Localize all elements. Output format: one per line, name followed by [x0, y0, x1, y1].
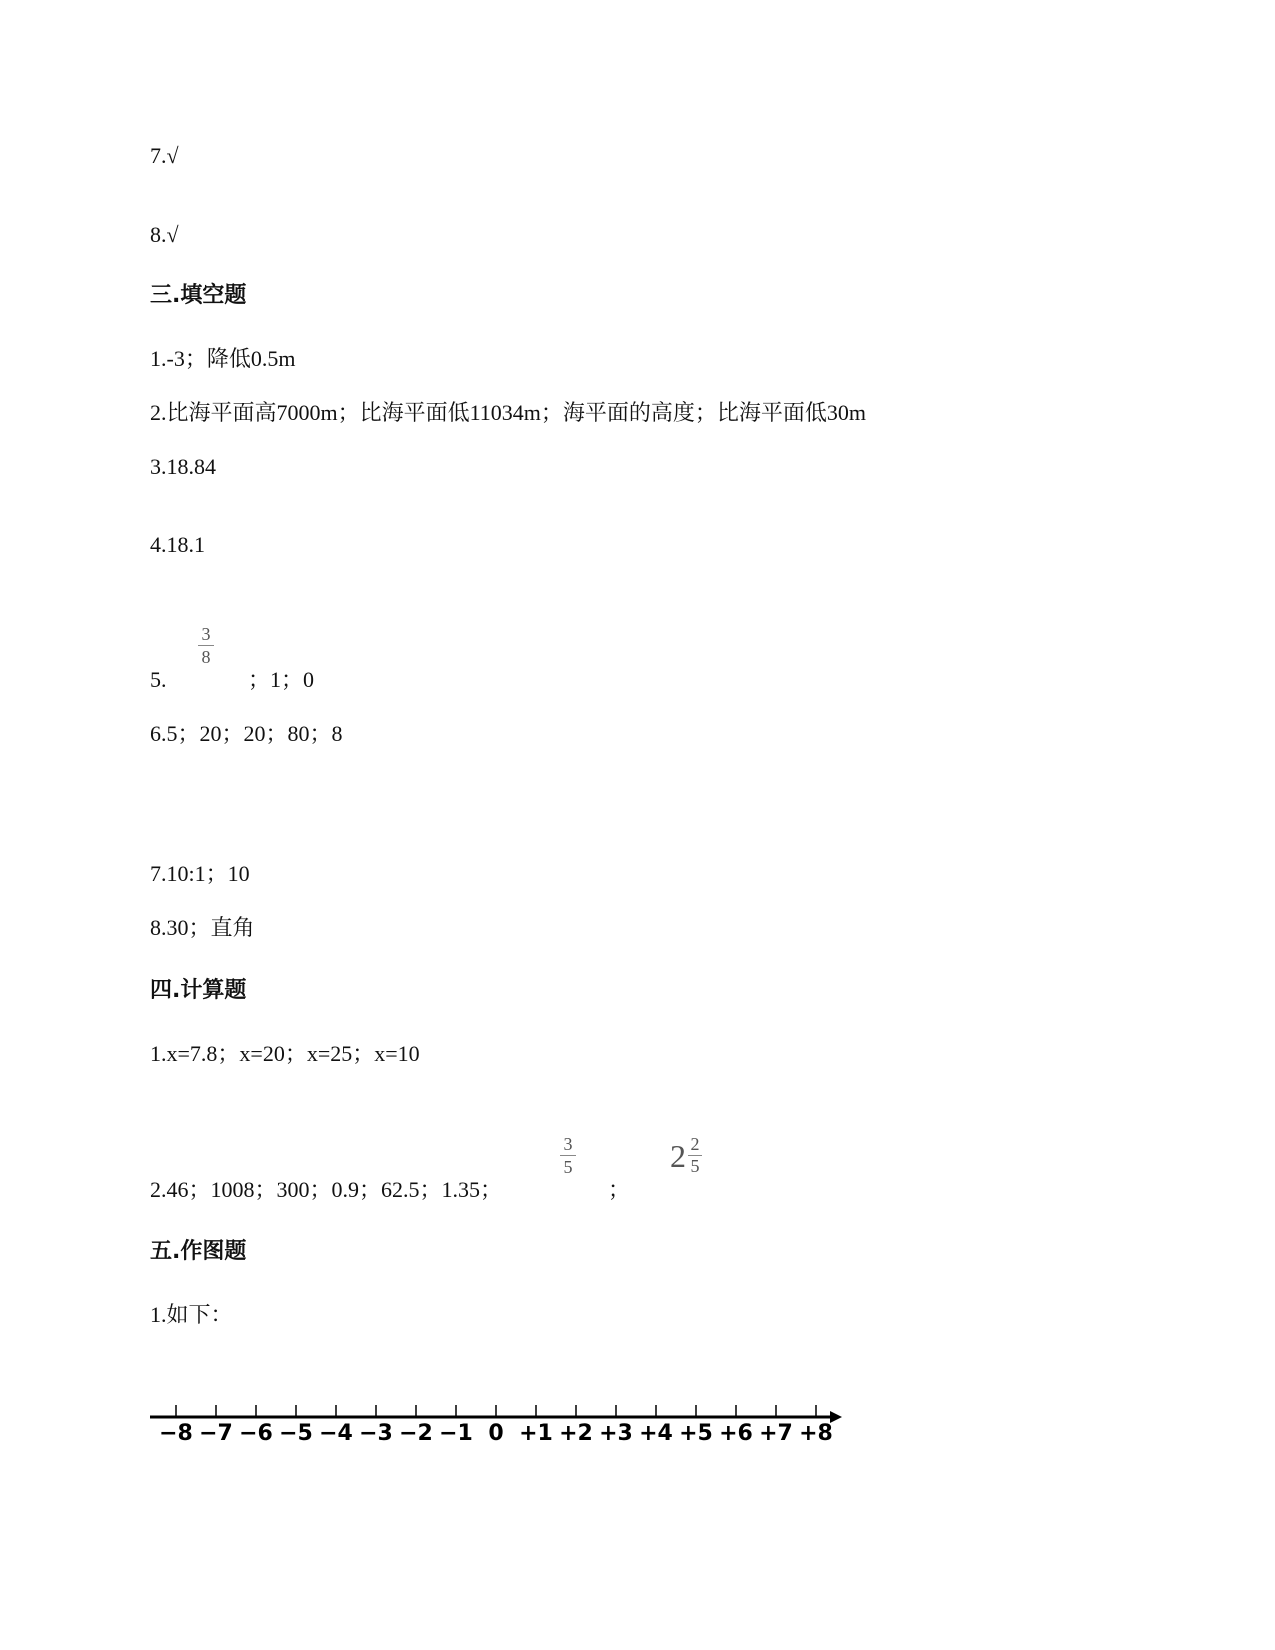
- number-line-label: −6: [239, 1421, 273, 1445]
- mixed-number: [670, 1135, 702, 1176]
- number-line-label: 0: [488, 1421, 504, 1445]
- number-line-label: +2: [559, 1421, 593, 1445]
- fill-item-1: 1.-3；降低0.5m: [150, 346, 296, 371]
- fill-item-4: 4.18.1: [150, 532, 205, 557]
- number-line-label: +1: [519, 1421, 553, 1445]
- calc-item-1: 1.x=7.8；x=20；x=25；x=10: [150, 1041, 420, 1066]
- fraction-three-fifths: [560, 1134, 576, 1177]
- section-3-heading: 三.填空题: [150, 283, 247, 308]
- number-line-label: +8: [799, 1421, 833, 1445]
- fraction-bar: [560, 1155, 576, 1156]
- fill-item-6: 6.5；20；20；80；8: [150, 721, 343, 746]
- number-line: [150, 1405, 850, 1445]
- mixed-denominator: 5: [690, 1156, 700, 1176]
- section-5-heading: 五.作图题: [150, 1239, 247, 1264]
- mixed-whole: 2: [670, 1137, 686, 1174]
- mixed-numerator: 2: [690, 1134, 700, 1154]
- calc-item-2: 2.46；1008；300；0.9；62.5；1.35；: [150, 1177, 503, 1202]
- fraction-bar: [198, 645, 214, 646]
- number-line-label: +6: [719, 1421, 753, 1445]
- number-line-label: −8: [159, 1421, 193, 1445]
- fill-item-7: 7.10:1；10: [150, 861, 250, 886]
- mixed-fraction: [688, 1135, 702, 1176]
- number-line-label: +3: [599, 1421, 633, 1445]
- fraction-numerator: 3: [563, 1134, 573, 1154]
- number-line-label: +5: [679, 1421, 713, 1445]
- number-line-label: −2: [399, 1421, 433, 1445]
- number-line-label: −4: [319, 1421, 353, 1445]
- fill-item-2: 2.比海平面高7000m；比海平面低11034m；海平面的高度；比海平面低30m: [150, 400, 867, 425]
- fill-item-3: 3.18.84: [150, 454, 216, 479]
- section-4-heading: 四.计算题: [150, 978, 247, 1003]
- draw-item-1: 1.如下：: [150, 1302, 233, 1327]
- fill-item-5-prefix: 5.: [150, 667, 167, 692]
- number-line-label: +7: [759, 1421, 793, 1445]
- calc-item-2-separator: ；: [608, 1177, 631, 1202]
- fraction-numerator: 3: [201, 624, 211, 644]
- number-line-label: −3: [359, 1421, 393, 1445]
- fraction-three-eighths: [198, 624, 214, 667]
- tf-item-7: 7.√: [150, 143, 179, 168]
- fill-item-8: 8.30；直角: [150, 915, 255, 940]
- tf-item-8: 8.√: [150, 222, 179, 247]
- number-line-label: −1: [439, 1421, 473, 1445]
- number-line-label: −5: [279, 1421, 313, 1445]
- fill-item-5-suffix: ；1；0: [248, 667, 315, 692]
- fraction-denominator: 8: [201, 647, 211, 667]
- fraction-denominator: 5: [563, 1157, 573, 1177]
- number-line-label: +4: [639, 1421, 673, 1445]
- number-line-label: −7: [199, 1421, 233, 1445]
